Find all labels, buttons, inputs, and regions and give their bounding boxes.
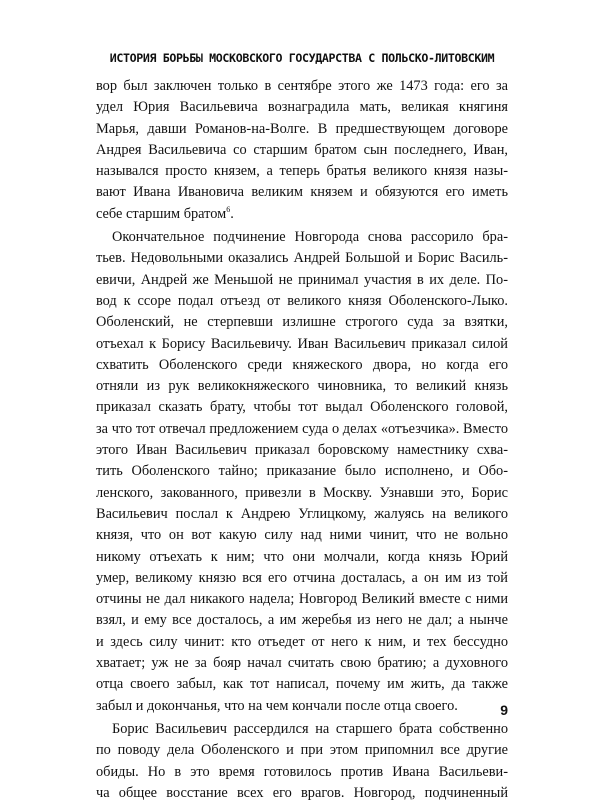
text-line: никому отъехать к ним; что они молчали, когда князь Юрий [96, 548, 508, 565]
text-line: Оболенский, не стерпевши излишне строгого суда за взятки, [96, 314, 508, 331]
text-line-content: себе старшим братом [96, 205, 227, 222]
text-line: евичи, Андрей же Меньшой не принимал участия в их деле. По- [96, 271, 508, 288]
text-line-end: . [230, 205, 234, 222]
text-line: отняли из рук великокняжеского чиновника, то великий князь [96, 378, 508, 395]
text-line: хватает; уж не за бояр начал считать свою братию; а духовного [96, 655, 508, 672]
text-line: взял, и ему все досталось, а им жеребья из него не дал; а нынче [96, 612, 508, 629]
paragraph [96, 227, 508, 717]
text-line: вают Ивана Ивановича великим князем и обязуются его иметь [96, 184, 508, 201]
text-line: удел Юрия Васильевича вознаградила мать, великая княгиня [96, 99, 508, 116]
text-line: Андрея Васильевича со старшим братом сын последнего, Иван, [96, 141, 508, 158]
text-line: забыл и докончанья, что на чем кончали после отца своего. [96, 697, 458, 714]
text-line: ча общее восстание всех его врагов. Новгород, подчиненный [96, 784, 508, 801]
text-line: вод к ссоре подал отъезд от великого князя Оболенского-Лыко. [96, 292, 508, 309]
text-line: тить Оболенского тайно; приказание было исполнено, и Обо- [96, 463, 508, 480]
text-line: князя, что он вот какую силу над ними чинит, что не вольно [96, 527, 508, 544]
text-line: Васильевич послал к Андрею Углицкому, жалуясь на великого [96, 505, 508, 522]
page-number: 9 [500, 702, 508, 718]
text-line: отца своего забыл, как тот написал, почему им жить, да также [96, 676, 508, 693]
text-line: обиды. Но в это время готовилось против Ивана Васильеви- [96, 763, 508, 780]
text-line: схватить Оболенского среди княжеского двора, но когда его [96, 356, 508, 373]
running-head: ИСТОРИЯ БОРЬБЫ МОСКОВСКОГО ГОСУДАРСТВА С ПОЛЬСКО-ЛИТОВСКИМ [109, 51, 495, 65]
text-line: вор был заключен только в сентябре этого же 1473 года: его за [96, 78, 508, 94]
text-line: назывался просто князем, а теперь братья великого князя назы- [96, 163, 508, 180]
body-text [96, 76, 508, 804]
text-line [96, 204, 508, 225]
paragraph [96, 719, 508, 804]
text-line: Окончательное подчинение Новгорода снова рассорило бра- [112, 229, 508, 246]
text-line: за что тот отвечал предложением суда о делах «отъезчика». Вместо [96, 420, 508, 437]
text-line: по поводу дела Оболенского и при этом припомнил все другие [96, 742, 508, 759]
text-line: Борис Васильевич рассердился на старшего брата собственно [112, 720, 508, 737]
text-line: ленского, закованного, привезли в Москву. Узнавши это, Борис [96, 484, 508, 501]
text-line: этого Иван Васильевич приказал боровскому наместнику схва- [96, 442, 508, 459]
text-line: Марья, давши Романов-на-Волге. В предшествующем договоре [96, 120, 508, 137]
footnote-marker[interactable]: 6 [226, 205, 231, 214]
text-line: отчины не дал никакого надела; Новгород Великий вместе с ними [96, 591, 508, 608]
text-line: умер, великому князю вся его отчина досталась, а он им из той [96, 569, 508, 586]
text-line: отъехал к Борису Васильевичу. Иван Васильевич приказал силой [96, 335, 508, 352]
text-line: и здесь силу чинит: кто отъедет от него к ним, и тех бессудно [96, 633, 508, 650]
text-line: тьев. Недовольными оказались Андрей Большой и Борис Василь- [96, 250, 508, 267]
paragraph [96, 76, 508, 225]
text-line: приказал сказать брату, чтобы тот выдал Оболенского головой, [96, 399, 508, 416]
